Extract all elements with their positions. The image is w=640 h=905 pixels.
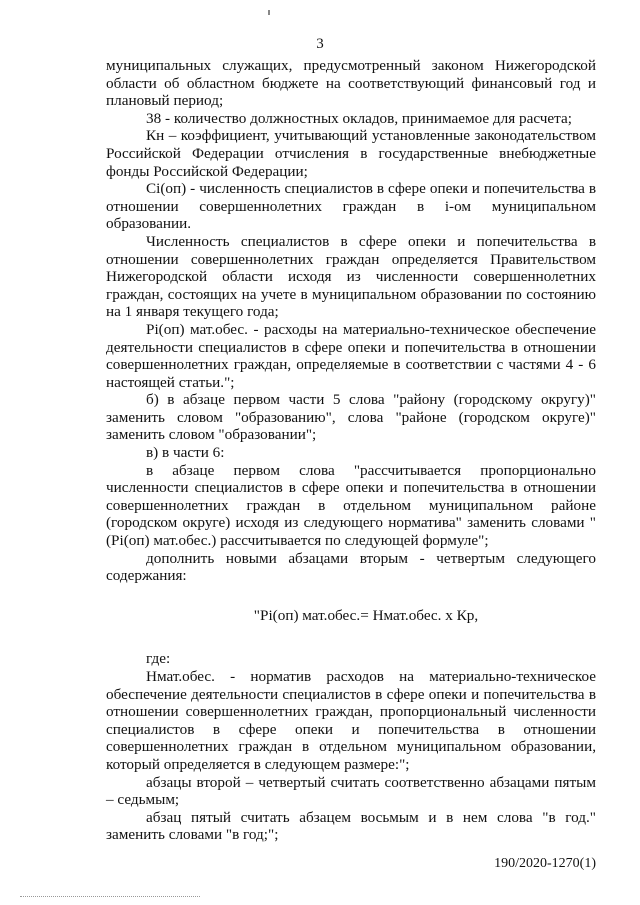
paragraph: б) в абзаце первом части 5 слова "району (городскому округу)" заменить словом "образованию", слова "районе (городском округе)" заменить словом "образовании"; bbox=[106, 391, 596, 444]
scan-artifact bbox=[268, 10, 270, 15]
paragraph: в абзаце первом слова "рассчитывается пропорционально численности специалистов в сфере опеки и попечительства в отношении совершеннолетних граждан в отдельном муниципальном районе (городском округе) исходя из следующего норматива" заменить словами "(Pi(оп) мат.обес.) рассчитывается по следующей формуле"; bbox=[106, 461, 596, 550]
paragraph: Численность специалистов в сфере опеки и попечительства в отношении совершеннолетних граждан определяется Правительством Нижегородской области исходя из численности совершеннолетних граждан, состоящих на учете в муниципальном образовании по состоянию на 1 января текущего года; bbox=[106, 232, 596, 321]
paragraph: Нмат.обес. - норматив расходов на материально-техническое обеспечение деятельности специалистов в сфере опеки и попечительства в отношении совершеннолетних граждан, пропорциональный численности специалистов в сфере опеки и попечительства в отношении совершеннолетних граждан в отдельном муниципальном образовании, который определяется в следующем размере:"; bbox=[106, 668, 596, 773]
page-number: 3 bbox=[316, 36, 324, 52]
paragraph: Pi(оп) мат.обес. - расходы на материально-техническое обеспечение деятельности специалистов в сфере опеки и попечительства в отношении совершеннолетних граждан, определяемые в соответствии с частями 4 - 6 настоящей статьи."; bbox=[106, 320, 596, 391]
formula: "Pi(оп) мат.обес.= Нмат.обес. х Кр, bbox=[253, 606, 479, 624]
document-body bbox=[106, 57, 596, 844]
footer-divider bbox=[20, 896, 200, 897]
paragraph: абзац пятый считать абзацем восьмым и в нем слова "в год." заменить словами "в год;"; bbox=[106, 808, 596, 844]
paragraph: Кн – коэффициент, учитывающий установленные законодательством Российской Федерации отчисления в государственные внебюджетные фонды Российской Федерации; bbox=[106, 127, 596, 180]
paragraph: 38 - количество должностных окладов, принимаемое для расчета; bbox=[146, 109, 572, 127]
paragraph: муниципальных служащих, предусмотренный законом Нижегородской области об областном бюджете на соответствующий финансовый год и плановый период; bbox=[106, 57, 596, 110]
paragraph: в) в части 6: bbox=[146, 444, 225, 462]
paragraph: где: bbox=[146, 650, 171, 668]
document-code: 190/2020-1270(1) bbox=[494, 856, 596, 871]
paragraph: дополнить новыми абзацами вторым - четвертым следующего содержания: bbox=[106, 549, 596, 585]
paragraph: абзацы второй – четвертый считать соответственно абзацами пятым – седьмым; bbox=[106, 773, 596, 809]
paragraph: Ci(оп) - численность специалистов в сфере опеки и попечительства в отношении совершеннолетних граждан в i-ом муниципальном образовании. bbox=[106, 180, 596, 233]
